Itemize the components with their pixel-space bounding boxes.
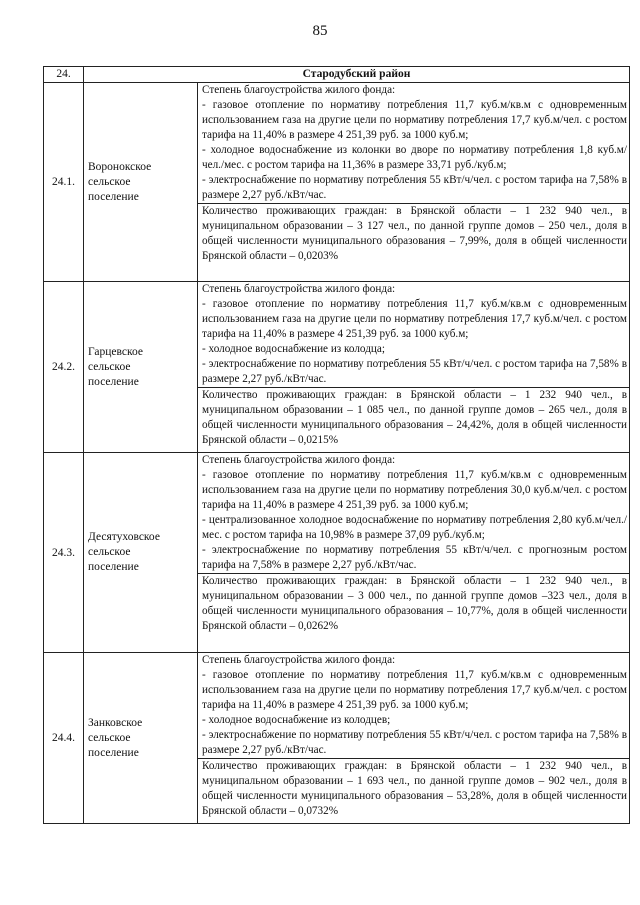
- settlement-name-line: Гарцевское: [88, 345, 143, 358]
- settlement-name-line: сельское: [88, 175, 131, 188]
- settlement-description: [198, 282, 630, 453]
- settlement-description: [198, 453, 630, 653]
- gas-item: - газовое отопление по нормативу потребления 11,7 куб.м/кв.м с одновременным использованием газа на другие цели по нормативу потребления 30,0 куб.м/чел. с ростом тарифа на 11,40% в размере 4 251,39 руб. за 1000 куб.м;: [202, 469, 627, 511]
- settlement-name-line: Воронокское: [88, 160, 152, 173]
- section-header-row: [44, 67, 630, 83]
- water-item: - централизованное холодное водоснабжение по нормативу потребления 2,80 куб.м/чел./мес. с ростом тарифа на 10,98% в размере 37,09 руб./куб.м;: [202, 514, 627, 541]
- electricity-item: - электроснабжение по нормативу потребления 55 кВт/ч/чел. с прогнозным ростом тарифа на 7,58% в размере 2,27 руб./кВт/час.: [202, 544, 627, 571]
- settlement-name: [84, 453, 198, 653]
- population-text: Количество проживающих граждан: в Брянской области – 1 232 940 чел., в муниципальном образовании – 1 085 чел., по данной группе домов – 265 чел., доля в общей численности муниципального образования – 24,42%, доля в общей численности Брянской области – 0,0215%: [198, 387, 629, 448]
- degree-title: Степень благоустройства жилого фонда:: [202, 84, 396, 96]
- settlement-name: [84, 653, 198, 824]
- electricity-item: - электроснабжение по нормативу потребления 55 кВт/ч/чел. с ростом тарифа на 7,58% в размере 2,27 руб./кВт/час.: [202, 358, 627, 385]
- settlement-name-line: поселение: [88, 561, 139, 573]
- section-number: 24.: [44, 67, 84, 83]
- gas-item: - газовое отопление по нормативу потребления 11,7 куб.м/кв.м с одновременным использованием газа на другие цели по нормативу потребления 17,7 куб.м/чел. с ростом тарифа на 11,40% в размере 4 251,39 руб. за 1000 куб.м;: [202, 99, 627, 141]
- gas-item: - газовое отопление по нормативу потребления 11,7 куб.м/кв.м с одновременным использованием газа на другие цели по нормативу потребления 17,7 куб.м/чел. с ростом тарифа на 11,40% в размере 4 251,39 руб. за 1000 куб.м;: [202, 669, 627, 711]
- page-number: 85: [312, 23, 328, 39]
- population-text: Количество проживающих граждан: в Брянской области – 1 232 940 чел., в муниципальном образовании – 3 127 чел., по данной группе домов – 250 чел., доля в общей численности муниципального образования – 7,99%, доля в общей численности Брянской области – 0,0203%: [198, 203, 629, 264]
- row-number: 24.3.: [44, 453, 84, 653]
- settlement-name: [84, 282, 198, 453]
- row-number: 24.2.: [44, 282, 84, 453]
- population-text: Количество проживающих граждан: в Брянской области – 1 232 940 чел., в муниципальном образовании – 3 000 чел., по данной группе домов –323 чел., доля в общей численности муниципального образования – 10,77%, доля в общей численности Брянской области – 0,0262%: [198, 573, 629, 634]
- water-item: - холодное водоснабжение из колонки во дворе по нормативу потребления 1,8 куб.м/чел./мес. с ростом тарифа на 11,36% в размере 33,71 руб./куб.м;: [202, 144, 627, 171]
- degree-title: Степень благоустройства жилого фонда:: [202, 283, 396, 295]
- row-number: 24.4.: [44, 653, 84, 824]
- settlements-table: [43, 66, 630, 824]
- row-number: 24.1.: [44, 83, 84, 282]
- settlement-name-line: сельское: [88, 546, 131, 558]
- settlement-description: [198, 653, 630, 824]
- section-title: Стародубский район: [84, 67, 630, 83]
- degree-title: Степень благоустройства жилого фонда:: [202, 454, 396, 466]
- settlement-name-line: Десятуховское: [88, 531, 160, 543]
- electricity-item: - электроснабжение по нормативу потребления 55 кВт/ч/чел. с ростом тарифа на 7,58% в размере 2,27 руб./кВт/час.: [202, 729, 627, 756]
- settlement-name-line: поселение: [88, 190, 139, 203]
- settlement-name-line: поселение: [88, 746, 139, 759]
- table-row: [44, 83, 630, 282]
- table-row: [44, 453, 630, 653]
- settlement-name-line: Занковское: [88, 716, 143, 729]
- settlement-name-line: поселение: [88, 375, 139, 388]
- table-row: [44, 282, 630, 453]
- degree-title: Степень благоустройства жилого фонда:: [202, 654, 396, 666]
- settlement-description: [198, 83, 630, 282]
- electricity-item: - электроснабжение по нормативу потребления 55 кВт/ч/чел. с ростом тарифа на 7,58% в размере 2,27 руб./кВт/час.: [202, 174, 627, 201]
- settlement-name-line: сельское: [88, 731, 131, 744]
- water-item: - холодное водоснабжение из колодца;: [202, 343, 385, 355]
- settlement-name: [84, 83, 198, 282]
- water-item: - холодное водоснабжение из колодцев;: [202, 714, 391, 726]
- population-text: Количество проживающих граждан: в Брянской области – 1 232 940 чел., в муниципальном образовании – 1 693 чел., по данной группе домов – 902 чел., доля в общей численности муниципального образования – 53,28%, доля в общей численности Брянской области – 0,0732%: [198, 758, 629, 819]
- table-row: [44, 653, 630, 824]
- settlement-name-line: сельское: [88, 360, 131, 373]
- gas-item: - газовое отопление по нормативу потребления 11,7 куб.м/кв.м с одновременным использованием газа на другие цели по нормативу потребления 17,7 куб.м/чел. с ростом тарифа на 11,40% в размере 4 251,39 руб. за 1000 куб.м;: [202, 298, 627, 340]
